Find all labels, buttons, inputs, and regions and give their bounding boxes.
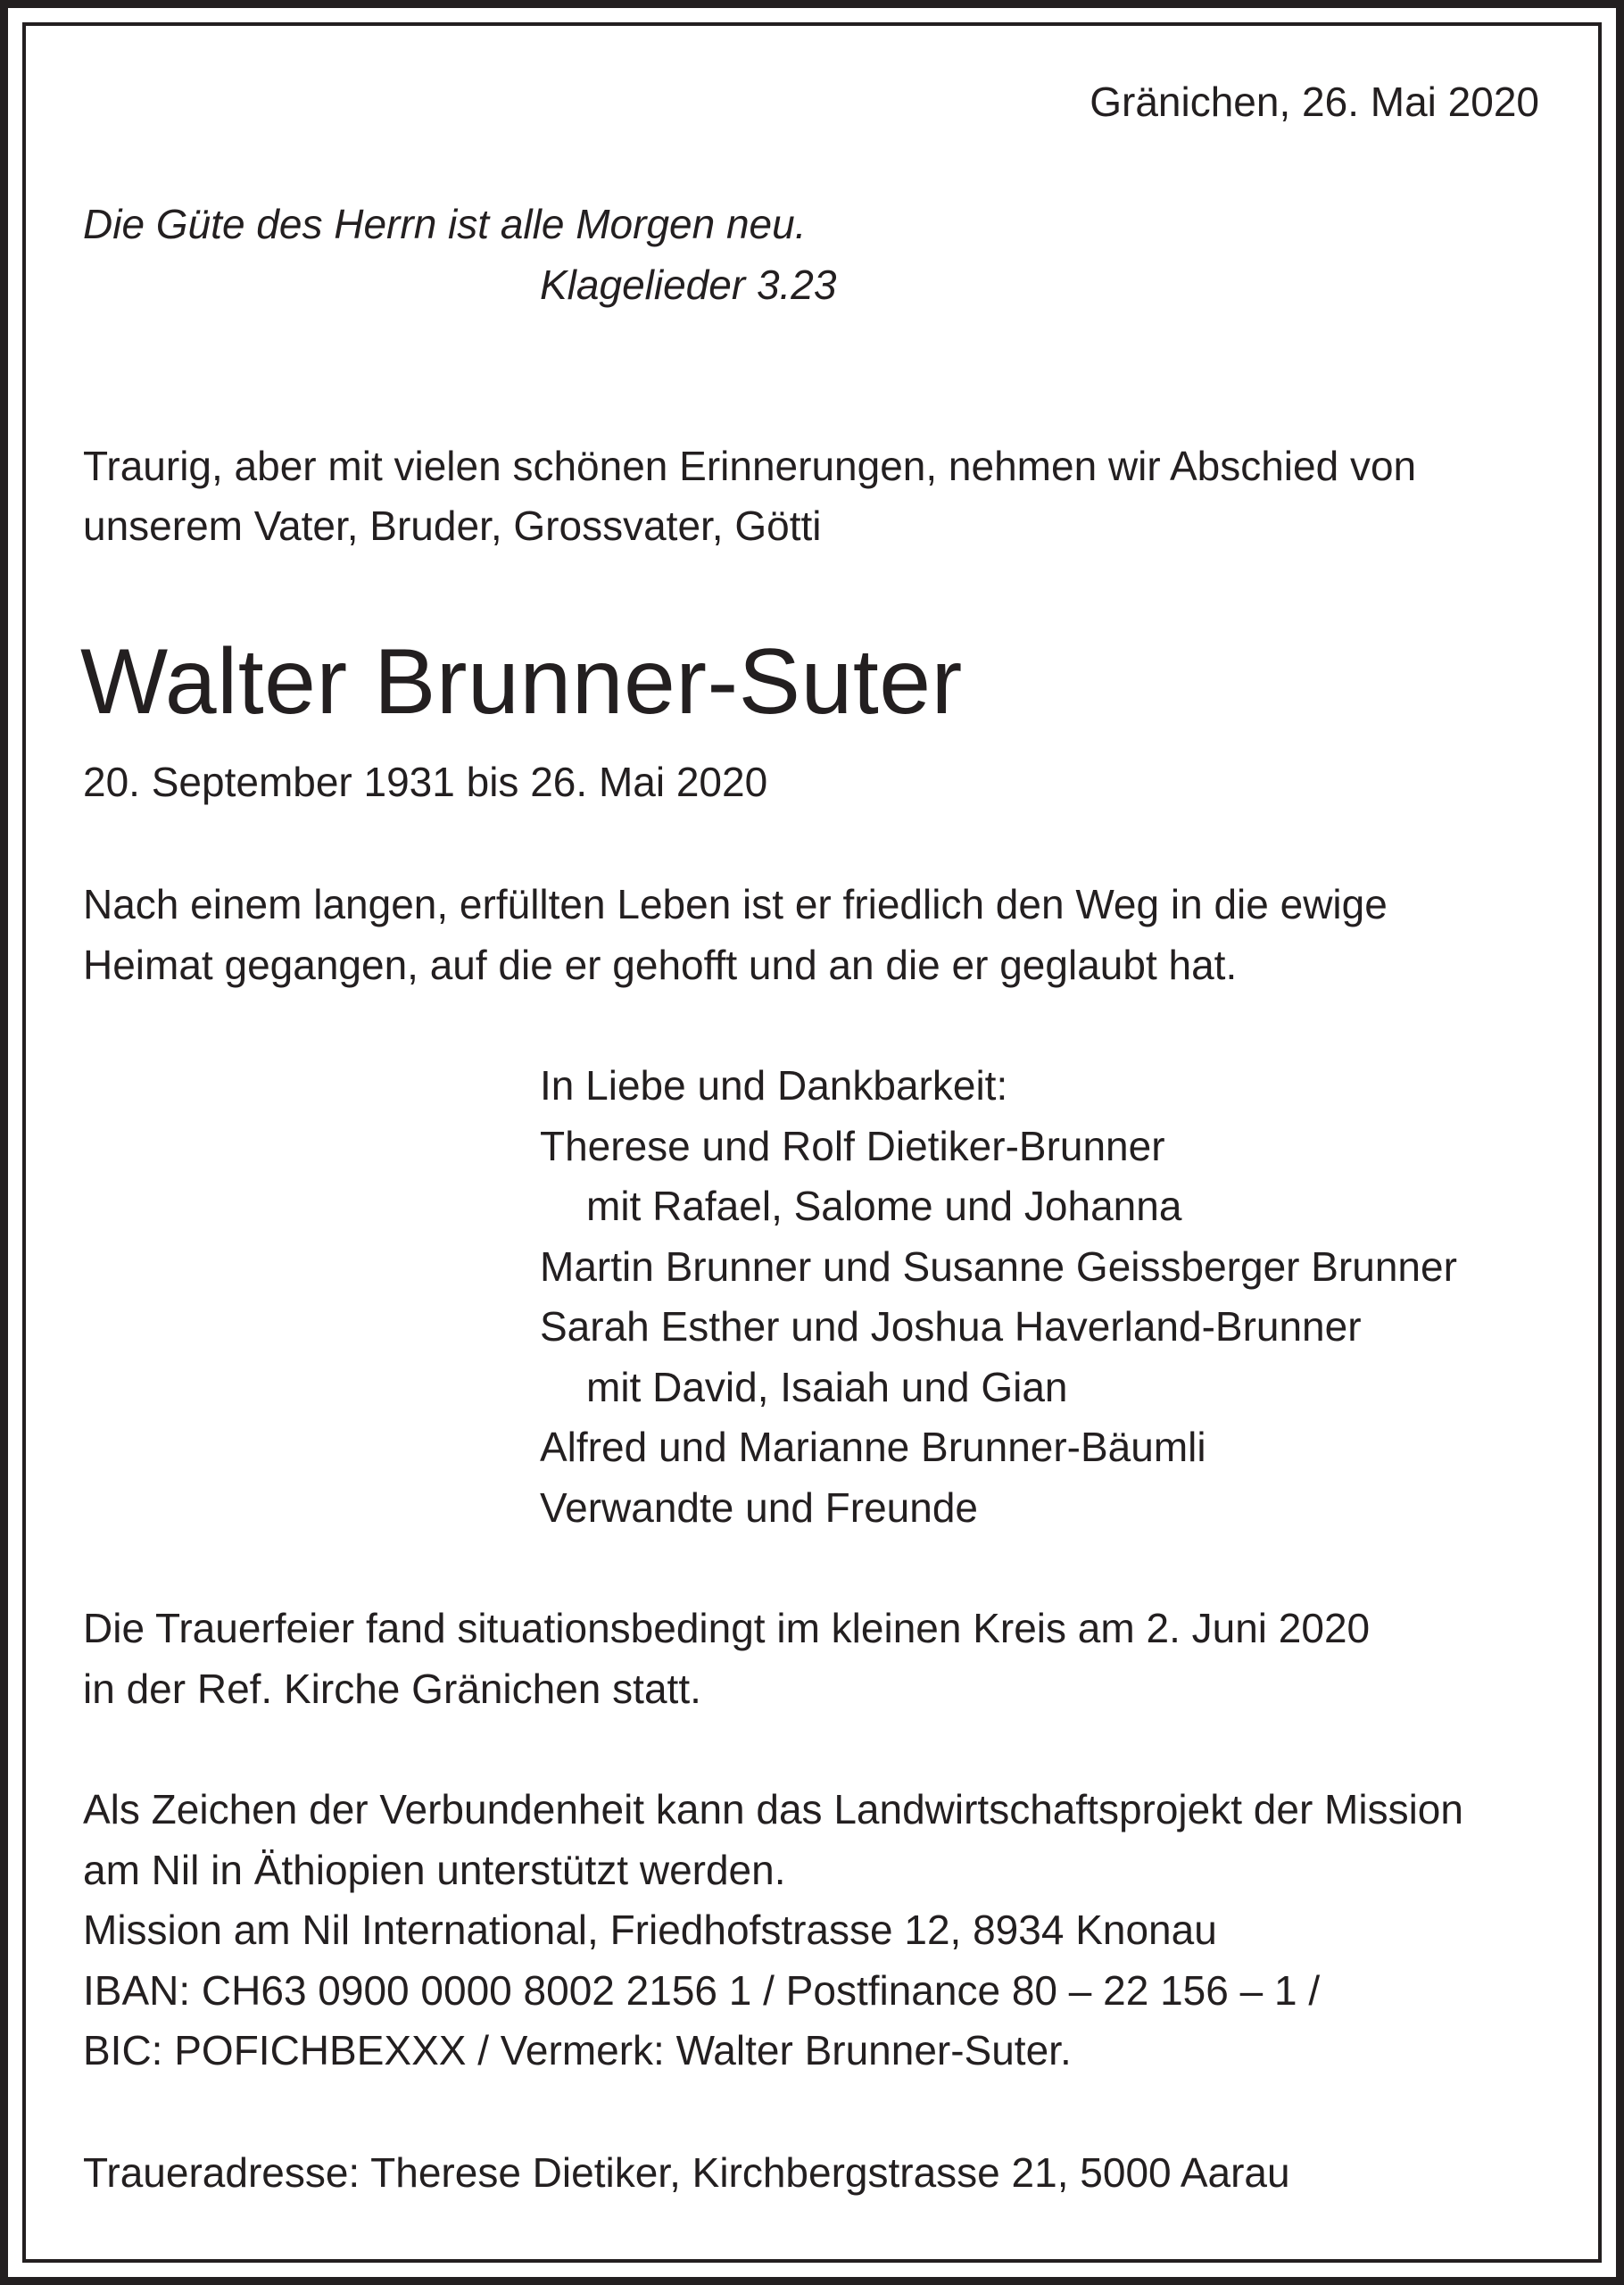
verse-reference: Klagelieder 3.23 [540,262,837,308]
passage-line-2: Heimat gegangen, auf die er gehofft und an die er geglaubt hat. [83,942,1238,988]
funeral-line-2: in der Ref. Kirche Gränichen statt. [83,1666,701,1712]
donation-line: BIC: POFICHBEXXX / Vermerk: Walter Brunner-Suter. [83,2027,1072,2073]
mourner-line: Verwandte und Freunde [540,1484,979,1531]
mourner-line: Sarah Esther und Joshua Haverland-Brunner [540,1303,1362,1350]
place-date: Gränichen, 26. Mai 2020 [1090,79,1539,125]
funeral-line-1: Die Trauerfeier fand situationsbedingt im kleinen Kreis am 2. Juni 2020 [83,1605,1371,1651]
life-dates: 20. September 1931 bis 26. Mai 2020 [83,759,768,805]
mourner-line: Martin Brunner und Susanne Geissberger Brunner [540,1243,1457,1290]
mourner-line: mit David, Isaiah und Gian [586,1364,1068,1410]
donation-line: IBAN: CH63 0900 0000 8002 2156 1 / Postfinance 80 – 22 156 – 1 / [83,1967,1321,2014]
mourner-line: mit Rafael, Salome und Johanna [586,1183,1182,1229]
bible-verse: Die Güte des Herrn ist alle Morgen neu. [83,201,807,247]
deceased-name: Walter Brunner-Suter [80,630,963,734]
mourner-line: Alfred und Marianne Brunner-Bäumli [540,1424,1206,1470]
intro-line-2: unserem Vater, Bruder, Grossvater, Götti [83,503,822,549]
passage-line-1: Nach einem langen, erfüllten Leben ist er friedlich den Weg in die ewige [83,881,1388,927]
mourning-address: Traueradresse: Therese Dietiker, Kirchbergstrasse 21, 5000 Aarau [83,2149,1290,2196]
donation-line: am Nil in Äthiopien unterstützt werden. [83,1847,786,1893]
donation-line: Mission am Nil International, Friedhofstrasse 12, 8934 Knonau [83,1907,1217,1953]
mourner-line: Therese und Rolf Dietiker-Brunner [540,1123,1165,1169]
donation-line: Als Zeichen der Verbundenheit kann das Landwirtschaftsprojekt der Mission [83,1786,1463,1832]
mourners-heading: In Liebe und Dankbarkeit: [540,1062,1008,1109]
intro-line-1: Traurig, aber mit vielen schönen Erinnerungen, nehmen wir Abschied von [83,443,1417,489]
